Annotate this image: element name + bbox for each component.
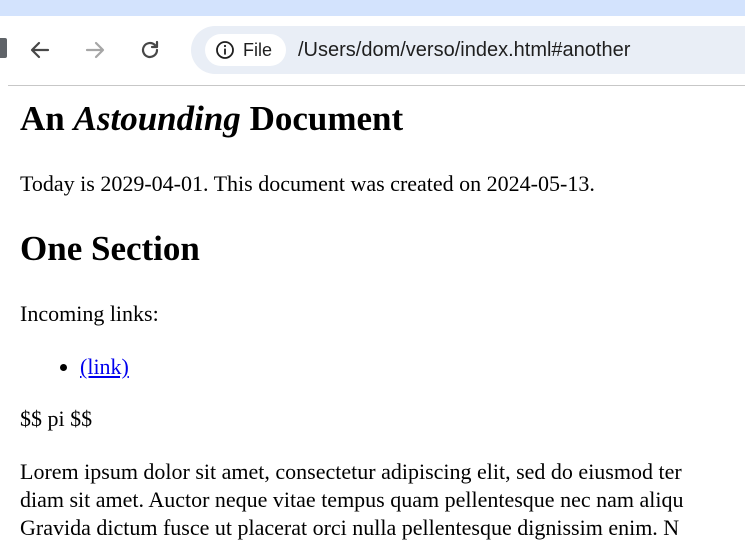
address-bar[interactable] [191, 26, 745, 74]
page-content [0, 86, 745, 560]
back-button[interactable] [25, 35, 55, 65]
incoming-links-label: Incoming links: [20, 301, 159, 326]
arrow-left-icon [28, 38, 52, 62]
lorem-paragraph [20, 458, 683, 542]
list-item [80, 354, 129, 380]
lorem-line: Lorem ipsum dolor sit amet, consectetur adipiscing elit, sed do eiusmod ter [20, 459, 682, 484]
math-paragraph: $$ pi $$ [20, 406, 93, 431]
forward-button[interactable] [80, 35, 110, 65]
lorem-line: Gravida dictum fusce ut placerat orci nulla pellentesque dignissim enim. N [20, 515, 680, 540]
incoming-links-list [20, 354, 129, 380]
tab-strip [0, 0, 745, 16]
url-text[interactable]: /Users/dom/verso/index.html#another [298, 39, 631, 61]
date-paragraph: Today is 2029-04-01. This document was created on 2024-05-13. [20, 171, 595, 196]
site-info-label: File [243, 39, 273, 60]
section-heading: One Section [20, 229, 200, 268]
site-info-chip[interactable] [205, 34, 286, 66]
browser-toolbar [8, 16, 745, 85]
incoming-link[interactable]: (link) [80, 354, 129, 379]
title-part-before: An [20, 99, 74, 138]
reload-icon [138, 38, 162, 62]
arrow-right-icon [83, 38, 107, 62]
title-part-after: Document [240, 99, 404, 138]
window-edge-handle [0, 38, 7, 58]
title-emphasis: Astounding [73, 99, 241, 138]
reload-button[interactable] [135, 35, 165, 65]
page-title [20, 99, 403, 139]
lorem-line: diam sit amet. Auctor neque vitae tempus quam pellentesque nec nam aliqu [20, 487, 684, 512]
info-circle-icon [215, 40, 235, 60]
